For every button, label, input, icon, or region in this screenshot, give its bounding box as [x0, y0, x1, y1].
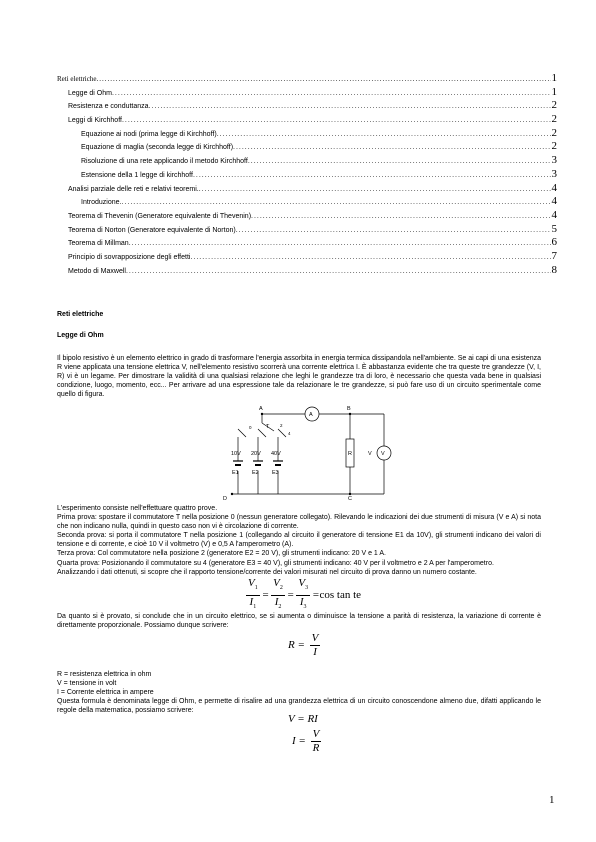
toc-entry-risoluzione[interactable]: Risoluzione di una rete applicando il metodo Kirchhoff ..... 3: [57, 154, 557, 168]
toc-entry-introduzione[interactable]: Introduzione. ..... 4: [57, 195, 557, 209]
voltmeter-label: V: [368, 451, 372, 457]
gen3-name: E3: [272, 470, 279, 476]
toc-entry-estensione[interactable]: Estensione della 1 legge di kirchhoff ..... 3: [57, 168, 557, 182]
experiment-paragraph: Analizzando i dati ottenuti, si scopre che il rapporto tensione/corrente dei valori misurati nel circuito di prova danno un numero costante.: [57, 568, 477, 576]
equation-v-ri: V = RI: [288, 713, 318, 725]
toc-entry-reti-elettriche[interactable]: Reti elettriche ..... 1: [57, 72, 557, 86]
switch-label: T: [266, 424, 270, 430]
gen1-value: 10V: [231, 451, 241, 457]
intro-paragraph: Il bipolo resistivo è un elemento elettrico in grado di trasformare l'energia assorbita in energia termica dissipandola nell'ambiente. Se ai capi di una esistenza R viene applicata una tensione elettrica V, nell'elemento resistivo scorrerà una corrente elettrica I. È abbastanza evidente che tra queste tre grandezze (V, I, R) vi è un legame. Per dimostrare la validità di una qualsiasi relazione che leghi le grandezze tra di loro, è necessario che questa vada bene in qualsiasi condizione, luogo, momento, ecc... Per arrivare ad una espressione tale da relazionare le tre grandezze, si può fare uso di un circuito sperimentale come quello di figura.: [57, 355, 541, 399]
table-of-contents: [57, 72, 557, 277]
node-label-c: C: [348, 496, 352, 500]
symbol-legend: [57, 670, 541, 715]
experiment-text: [57, 504, 541, 577]
node-label-a: A: [259, 406, 263, 412]
node-label-b: B: [347, 406, 351, 412]
voltmeter-symbol: V: [381, 451, 385, 457]
circuit-diagram: [222, 405, 407, 500]
toc-entry-sovrapposizione[interactable]: Principio di sovrapposizione degli effetti ..... 7: [57, 250, 557, 264]
toc-entry-resistenza[interactable]: Resistenza e conduttanza ..... 2: [57, 99, 557, 113]
toc-entry-thevenin[interactable]: Teorema di Thevenin (Generatore equivalente di Thevenin) ..... 4: [57, 209, 557, 223]
toc-entry-nodi[interactable]: Equazione ai nodi (prima legge di Kirchhoff) ..... 2: [57, 127, 557, 141]
gen3-value: 40V: [271, 451, 281, 457]
ammeter-label: A: [309, 412, 313, 418]
node-label-d: D: [223, 496, 227, 500]
toc-entry-legge-ohm[interactable]: Legge di Ohm ..... 1: [57, 86, 557, 100]
switch-pos-2: 2: [280, 423, 283, 428]
gen2-value: 20V: [251, 451, 261, 457]
toc-entry-norton[interactable]: Teorema di Norton (Generatore equivalente di Norton) ..... 5: [57, 223, 557, 237]
legend-item: I = Corrente elettrica in ampere: [57, 689, 154, 697]
equation-i-vr: I = $\frac{V}{R}$: [292, 728, 320, 754]
subsection-heading: Legge di Ohm: [57, 332, 104, 339]
experiment-paragraph: Terza prova: Col commutatore nella posizione 2 (generatore E2 = 20 V), gli strumenti indicano: 20 V e 1 A.: [57, 550, 386, 558]
experiment-paragraph: L'esperimento consiste nell'effettuare quattro prove.: [57, 505, 218, 512]
toc-entry-millman[interactable]: Teorema di Millman ..... 6: [57, 236, 557, 250]
switch-pos-4: 4: [288, 431, 291, 436]
section-heading: Reti elettriche: [57, 311, 104, 318]
experiment-paragraph: Prima prova: spostare il commutatore T nella posizione 0 (nessun generatore collegato). Rilevando le indicazioni dei due strumenti di misura (V e A) si nota che non indicano nulla, quindi in questo caso non vi è circolazione di corrente.: [57, 514, 541, 531]
toc-entry-maxwell[interactable]: Metodo di Maxwell ..... 8: [57, 264, 557, 278]
toc-entry-maglia[interactable]: Equazione di maglia (seconda legge di Kirchhoff) ..... 2: [57, 140, 557, 154]
experiment-paragraph: Seconda prova: si porta il commutatore T nella posizione 1 (collegando al circuito il generatore di tensione E1 da 10V), gli strumenti indicano dei valori di tensione e di corrente, e cioè 10 V il voltmetro (V) e 0,5 A l'amperometro (A).: [57, 532, 541, 549]
final-paragraph: Questa formula è denominata legge di Ohm, e permette di risalire ad una grandezza elettrica di un circuito conoscendone almeno due, difatti applicando le regole della matematica, possiamo scrivere:: [57, 698, 541, 715]
experiment-paragraph: Quarta prova: Posizionando il commutatore su 4 (generatore E3 = 40 V), gli strumenti indicano: 40 V per il voltmetro e 2 A per l'amperometro.: [57, 559, 494, 567]
equation-ohm: R = $\frac{V}{I}$: [288, 632, 319, 658]
switch-pos-0: 0: [249, 425, 252, 430]
conclusion-paragraph: Da quanto si è provato, si conclude che in un circuito elettrico, se si aumenta o diminuisce la tensione a parità di resistenza, la variazione di corrente è direttamente proporzionale. Possiamo dunque scrivere:: [57, 613, 541, 630]
resistor-label: R: [348, 451, 352, 457]
legend-item: V = tensione in volt: [57, 680, 117, 688]
gen1-name: E1: [232, 470, 239, 476]
legend-item: R = resistenza elettrica in ohm: [57, 671, 152, 678]
toc-entry-analisi[interactable]: Analisi parziale delle reti e relativi teoremi. ..... 4: [57, 182, 557, 196]
page-number: 1: [549, 794, 555, 806]
equation-ratio: $\frac{V_1}{I_1}$ = $\frac{V_2}{I_2}$ = $\frac{V_3}{I_3}$ =cos tan te: [248, 577, 362, 611]
gen2-name: E2: [252, 470, 259, 476]
toc-entry-kirchhoff[interactable]: Leggi di Kirchhoff ..... 2: [57, 113, 557, 127]
